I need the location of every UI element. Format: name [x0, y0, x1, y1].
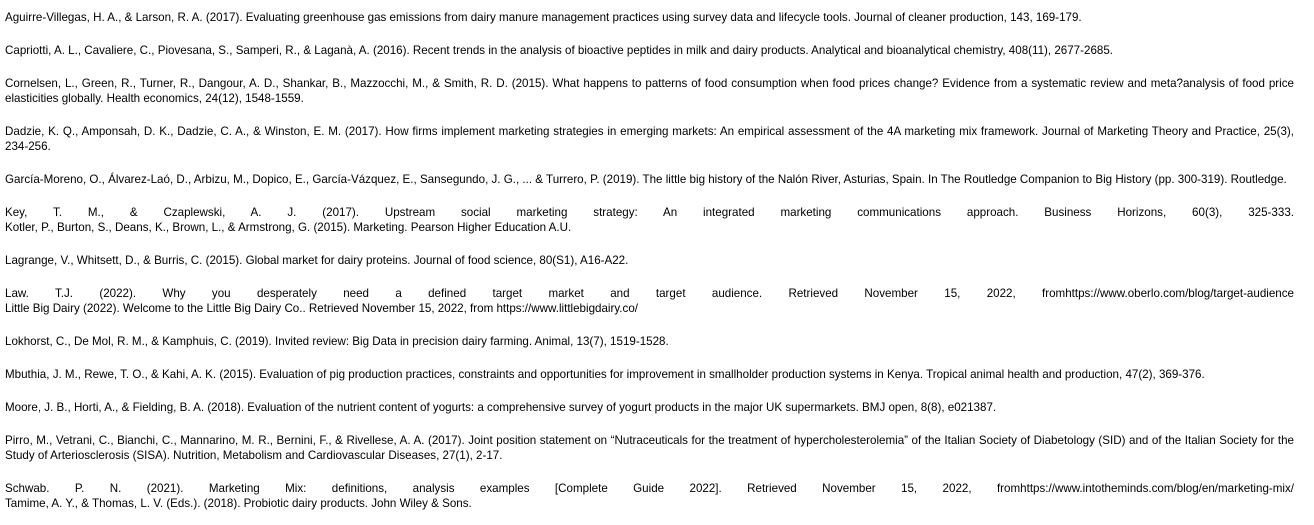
reference-entry: Lokhorst, C., De Mol, R. M., & Kamphuis, C. (2019). Invited review: Big Data in precision dairy farming. Animal, 13(7), 1519-1528.	[5, 335, 669, 348]
reference-entry	[5, 481, 1294, 511]
reference-line: Law. T.J. (2022). Why you desperately need a defined target market and target audience. Retrieved November 15, 2022, fromhttps://www.oberlo.com/blog/target-audience	[5, 287, 1294, 300]
reference-line: Kotler, P., Burton, S., Deans, K., Brown, L., & Armstrong, G. (2015). Marketing. Pearson Higher Education A.U.	[5, 221, 572, 234]
reference-entry: García-Moreno, O., Álvarez-Laó, D., Arbizu, M., Dopico, E., García-Vázquez, E., Sansegundo, J. G., ... & Turrero, P. (2019). The little big history of the Nalón River, Asturias, Spain. In The Routledge Companion to Big History (pp. 300-319). Routledge.	[5, 173, 1287, 186]
reference-entry	[5, 286, 1294, 316]
reference-entry: Aguirre-Villegas, H. A., & Larson, R. A. (2017). Evaluating greenhouse gas emissions from dairy manure management practices using survey data and lifecycle tools. Journal of cleaner production, 143, 169-179.	[5, 11, 1082, 24]
reference-entry: Dadzie, K. Q., Amponsah, D. K., Dadzie, C. A., & Winston, E. M. (2017). How firms implement marketing strategies in emerging markets: An empirical assessment of the 4A marketing mix framework. Journal of Marketing Theory and Practice, 25(3), 234-256.	[5, 125, 1294, 153]
reference-line: Key, T. M., & Czaplewski, A. J. (2017). Upstream social marketing strategy: An integrated marketing communications approach. Business Horizons, 60(3), 325-333.	[5, 206, 1294, 219]
reference-entry: Pirro, M., Vetrani, C., Bianchi, C., Mannarino, M. R., Bernini, F., & Rivellese, A. A. (2017). Joint position statement on “Nutraceuticals for the treatment of hypercholesterolemia” of the Italian Society of Diabetology (SID) and of the Italian Society for the Study of Arteriosclerosis (SISA). Nutrition, Metabolism and Cardiovascular Diseases, 27(1), 2-17.	[5, 434, 1294, 462]
reference-list	[5, 10, 1294, 511]
reference-entry	[5, 205, 1294, 235]
reference-line: Little Big Dairy (2022). Welcome to the Little Big Dairy Co.. Retrieved November 15, 2022, from https://www.littlebigdairy.co/	[5, 302, 638, 315]
reference-line: Schwab. P. N. (2021). Marketing Mix: definitions, analysis examples [Complete Guide 2022]. Retrieved November 15, 2022, fromhttps://www.intotheminds.com/blog/en/marketing-mix/	[5, 482, 1294, 495]
reference-entry: Lagrange, V., Whitsett, D., & Burris, C. (2015). Global market for dairy proteins. Journal of food science, 80(S1), A16-A22.	[5, 254, 629, 267]
reference-entry: Moore, J. B., Horti, A., & Fielding, B. A. (2018). Evaluation of the nutrient content of yogurts: a comprehensive survey of yogurt products in the major UK supermarkets. BMJ open, 8(8), e021387.	[5, 401, 997, 414]
reference-entry: Mbuthia, J. M., Rewe, T. O., & Kahi, A. K. (2015). Evaluation of pig production practices, constraints and opportunities for improvement in smallholder production systems in Kenya. Tropical animal health and production, 47(2), 369-376.	[5, 368, 1205, 381]
reference-line: Tamime, A. Y., & Thomas, L. V. (Eds.). (2018). Probiotic dairy products. John Wiley & Sons.	[5, 497, 472, 510]
reference-entry: Capriotti, A. L., Cavaliere, C., Piovesana, S., Samperi, R., & Laganà, A. (2016). Recent trends in the analysis of bioactive peptides in milk and dairy products. Analytical and bioanalytical chemistry, 408(11), 2677-2685.	[5, 44, 1114, 57]
reference-entry: Cornelsen, L., Green, R., Turner, R., Dangour, A. D., Shankar, B., Mazzocchi, M., & Smith, R. D. (2015). What happens to patterns of food consumption when food prices change? Evidence from a systematic review and meta?analysis of food price elasticities globally. Health economics, 24(12), 1548-1559.	[5, 77, 1294, 105]
